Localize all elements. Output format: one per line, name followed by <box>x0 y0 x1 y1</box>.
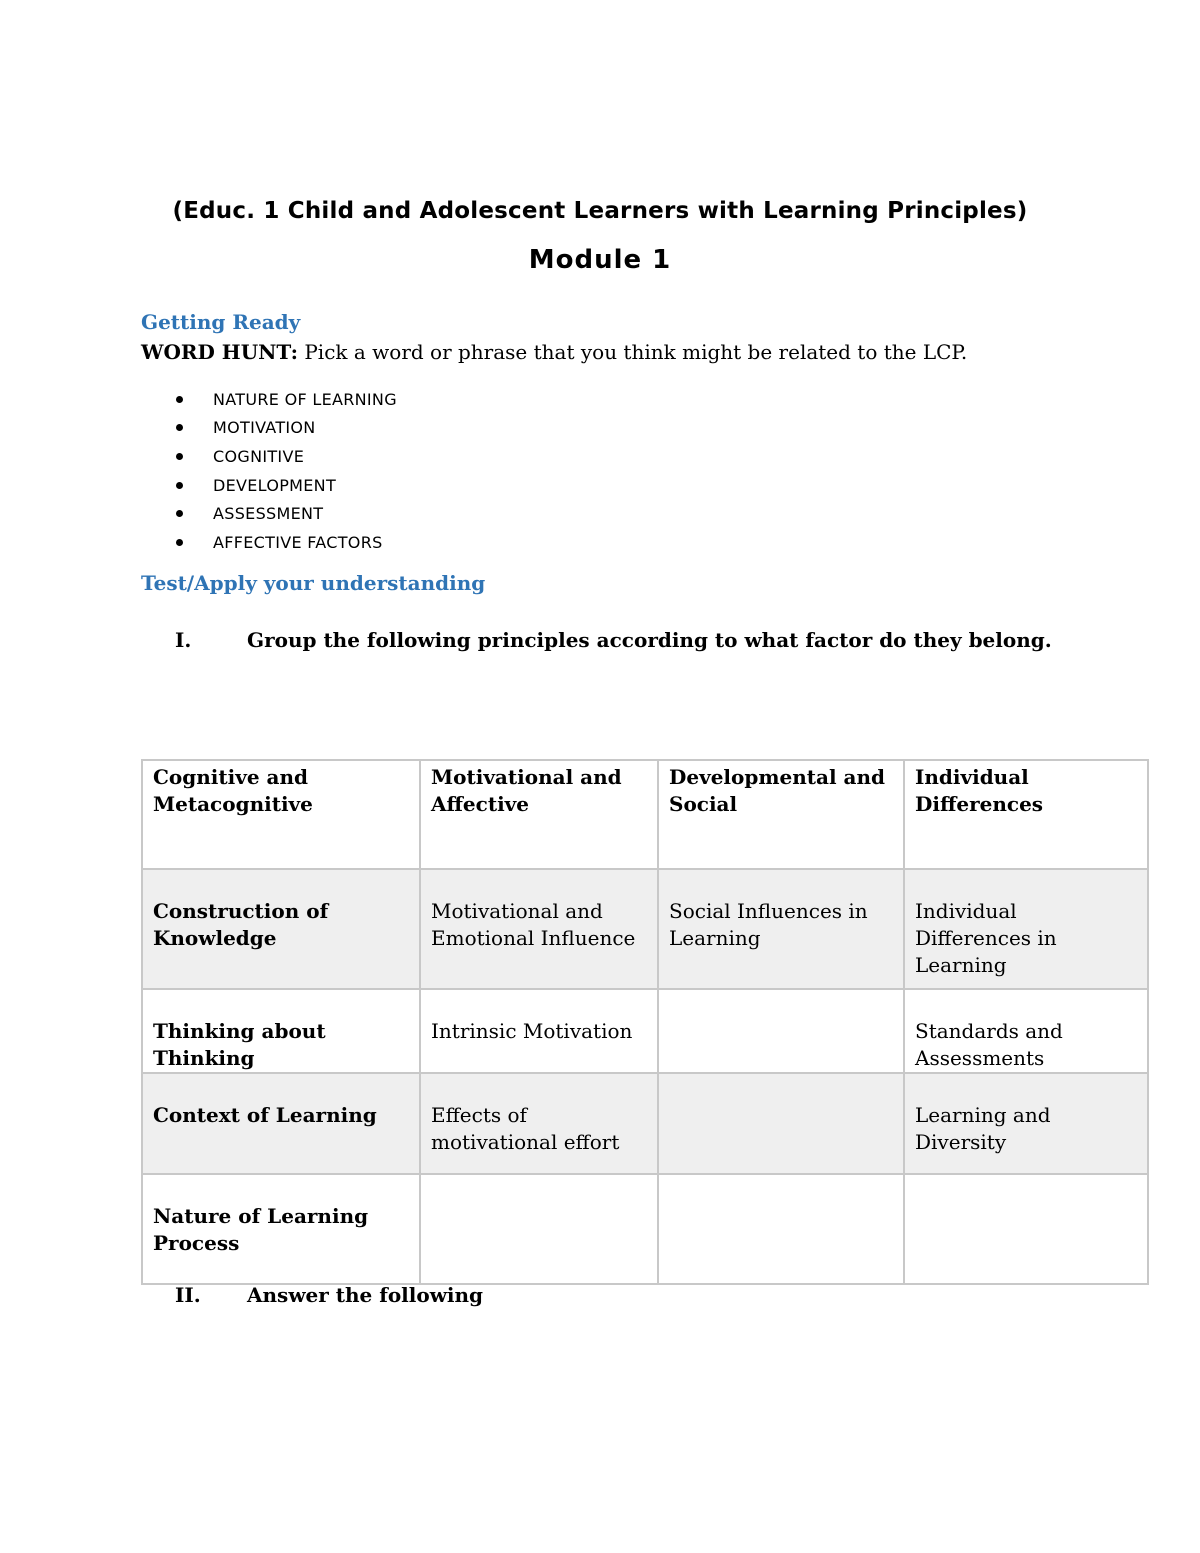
list-item <box>174 471 397 500</box>
part-two-number: II. <box>175 1283 201 1307</box>
table-cell <box>420 1174 658 1284</box>
bullet-icon <box>176 453 183 460</box>
table-row <box>142 869 1148 989</box>
list-item-text: DEVELOPMENT <box>213 475 337 495</box>
table-row <box>142 1073 1148 1174</box>
table-header-cell: Developmental and Social <box>658 760 904 869</box>
list-item <box>174 442 397 471</box>
table-cell: Social Influences in Learning <box>658 869 904 989</box>
word-list <box>174 385 397 557</box>
table-row <box>142 1174 1148 1284</box>
bullet-icon <box>176 539 183 546</box>
table-header-row <box>142 760 1148 869</box>
table-cell <box>658 1073 904 1174</box>
list-item-text: NATURE OF LEARNING <box>213 389 397 409</box>
list-item <box>174 499 397 528</box>
table-cell: Construction of Knowledge <box>142 869 420 989</box>
bullet-icon <box>176 396 183 403</box>
table-cell: Learning and Diversity <box>904 1073 1148 1174</box>
list-item-text: MOTIVATION <box>213 418 316 438</box>
part-two-instruction <box>175 1283 483 1307</box>
table-cell <box>658 1174 904 1284</box>
table-cell: Context of Learning <box>142 1073 420 1174</box>
table-cell: Thinking about Thinking <box>142 989 420 1073</box>
part-two-text: Answer the following <box>247 1283 484 1307</box>
word-hunt-label: WORD HUNT: <box>141 340 298 364</box>
table-cell: Intrinsic Motivation <box>420 989 658 1073</box>
list-item <box>174 414 397 443</box>
list-item <box>174 385 397 414</box>
list-item <box>174 528 397 557</box>
principles-table <box>141 759 1149 1285</box>
table-cell: Motivational and Emotional Influence <box>420 869 658 989</box>
bullet-icon <box>176 482 183 489</box>
table-cell: Effects of motivational effort <box>420 1073 658 1174</box>
part-one-instruction <box>175 628 1052 652</box>
list-item-text: AFFECTIVE FACTORS <box>213 532 383 552</box>
list-item-text: ASSESSMENT <box>213 504 324 524</box>
part-one-text: Group the following principles according to what factor do they belong. <box>247 628 1052 652</box>
table-header-cell: Motivational and Affective <box>420 760 658 869</box>
table-cell: Standards and Assessments <box>904 989 1148 1073</box>
table-header-cell: Individual Differences <box>904 760 1148 869</box>
course-title: (Educ. 1 Child and Adolescent Learners with Learning Principles) <box>172 198 1028 224</box>
word-hunt-text: Pick a word or phrase that you think might be related to the LCP. <box>297 340 968 364</box>
getting-ready-heading: Getting Ready <box>141 310 301 334</box>
test-apply-heading: Test/Apply your understanding <box>141 571 486 595</box>
table-cell <box>658 989 904 1073</box>
bullet-icon <box>176 424 183 431</box>
module-title: Module 1 <box>528 245 672 275</box>
part-one-number: I. <box>175 628 192 652</box>
list-item-text: COGNITIVE <box>213 446 305 466</box>
table-row <box>142 989 1148 1073</box>
table-cell: Individual Differences in Learning <box>904 869 1148 989</box>
table-cell: Nature of Learning Process <box>142 1174 420 1284</box>
table-header-cell: Cognitive and Metacognitive <box>142 760 420 869</box>
table-cell <box>904 1174 1148 1284</box>
bullet-icon <box>176 510 183 517</box>
word-hunt-instruction <box>141 340 967 364</box>
